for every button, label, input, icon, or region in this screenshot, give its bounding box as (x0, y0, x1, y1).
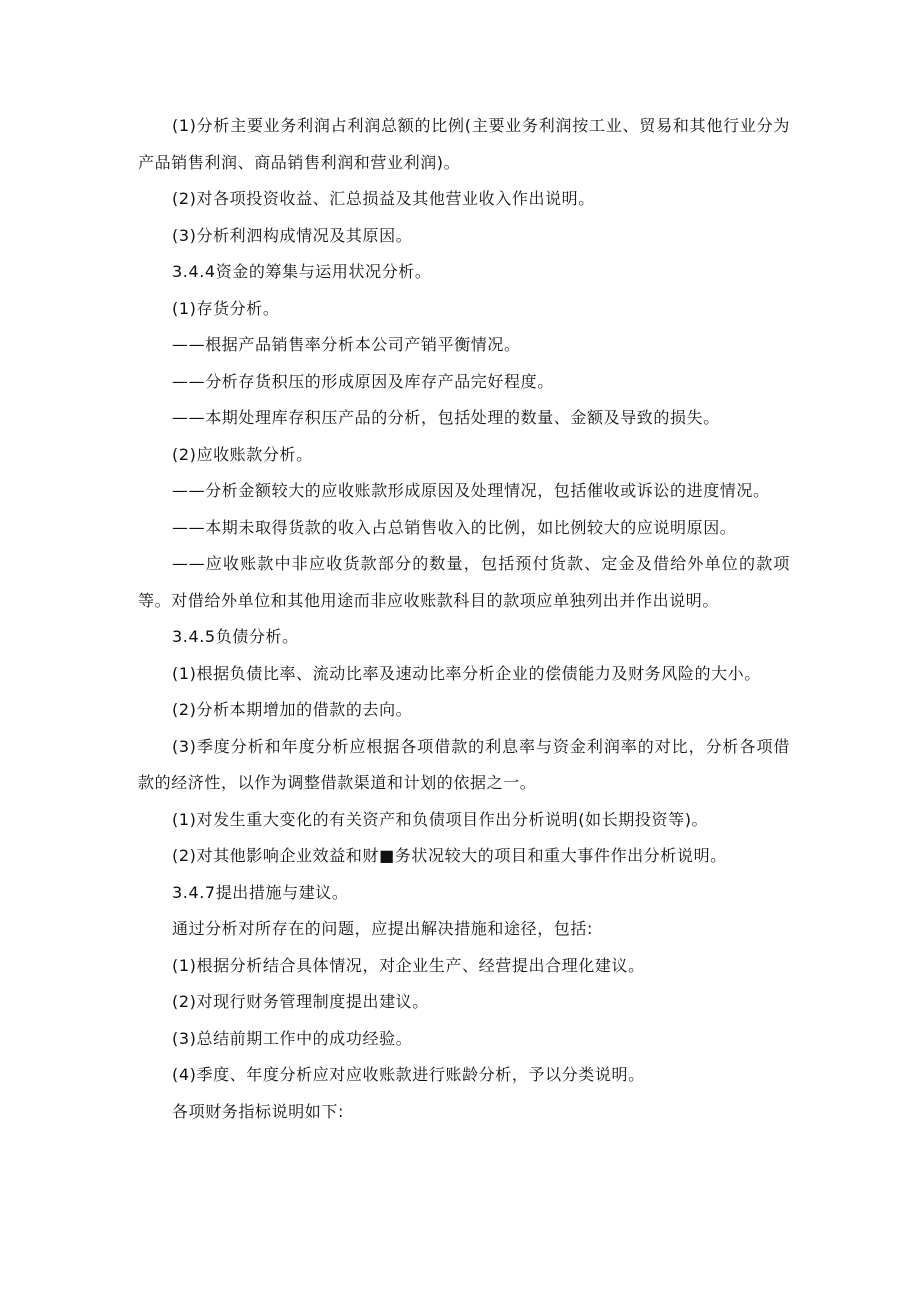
list-item-uncollected-revenue: ——本期未取得货款的收入占总销售收入的比例，如比例较大的应说明原因。 (172, 517, 737, 537)
paragraph-loan-usage: (2)分析本期增加的借款的去向。 (172, 700, 413, 719)
paragraph-indicator-intro: 各项财务指标说明如下: (172, 1101, 344, 1121)
list-item-large-receivables: ——分析金额较大的应收账款形成原因及处理情况，包括催收或诉讼的进度情况。 (172, 481, 770, 500)
section-heading-3-4-4: 3.4.4资金的筹集与运用状况分析。 (172, 262, 432, 281)
paragraph-success-experience: (3)总结前期工作中的成功经验。 (172, 1028, 413, 1048)
paragraph-investment-income: (2)对各项投资收益、汇总损益及其他营业收入作出说明。 (172, 189, 595, 208)
paragraph-inventory-analysis: (1)存货分析。 (172, 298, 280, 318)
paragraph-receivables-analysis: (2)应收账款分析。 (172, 444, 313, 464)
list-item-non-sales-receivables: ——应收账款中非应收货款部分的数量，包括预付货款、定金及借给外单位的款项等。对借给外单位和其他用途而非应收账款科目的款项应单独列出并作出说明。 (138, 554, 790, 610)
paragraph-profit-structure: (3)分析利泗构成情况及其原因。 (172, 225, 413, 245)
section-heading-3-4-5: 3.4.5负债分析。 (172, 627, 299, 646)
paragraph-loan-economics: (3)季度分析和年度分析应根据各项借款的利息率与资金利润率的对比，分析各项借款的经济性，以作为调整借款渠道和计划的依据之一。 (138, 736, 790, 792)
paragraph-measures-intro: 通过分析对所存在的问题，应提出解决措施和途径，包括: (172, 919, 593, 938)
paragraph-aging-analysis: (4)季度、年度分析应对应收账款进行账龄分析，予以分类说明。 (172, 1065, 645, 1084)
document-body (138, 108, 790, 1130)
list-item-backlog-disposal: ——本期处理库存积压产品的分析，包括处理的数量、金额及导致的损失。 (172, 408, 720, 427)
paragraph-major-events: (2)对其他影响企业效益和财■务状况较大的项目和重大事件作出分析说明。 (172, 846, 727, 865)
paragraph-major-changes: (1)对发生重大变化的有关资产和负债项目作出分析说明(如长期投资等)。 (172, 809, 709, 829)
section-heading-3-4-7: 3.4.7提出措施与建议。 (172, 882, 349, 902)
list-item-sales-balance: ——根据产品销售率分析本公司产销平衡情况。 (172, 335, 521, 354)
list-item-inventory-backlog: ——分析存货积压的形成原因及库存产品完好程度。 (172, 371, 554, 391)
paragraph-finance-policy: (2)对现行财务管理制度提出建议。 (172, 992, 429, 1011)
paragraph-rational-suggestions: (1)根据分析结合具体情况，对企业生产、经营提出合理化建议。 (172, 955, 645, 975)
paragraph-profit-ratio: (1)分析主要业务利润占利润总额的比例(主要业务利润按工业、贸易和其他行业分为产品销售利润、商品销售利润和营业利润)。 (138, 116, 790, 172)
paragraph-debt-ratios: (1)根据负债比率、流动比率及速动比率分析企业的偿债能力及财务风险的大小。 (172, 663, 761, 683)
